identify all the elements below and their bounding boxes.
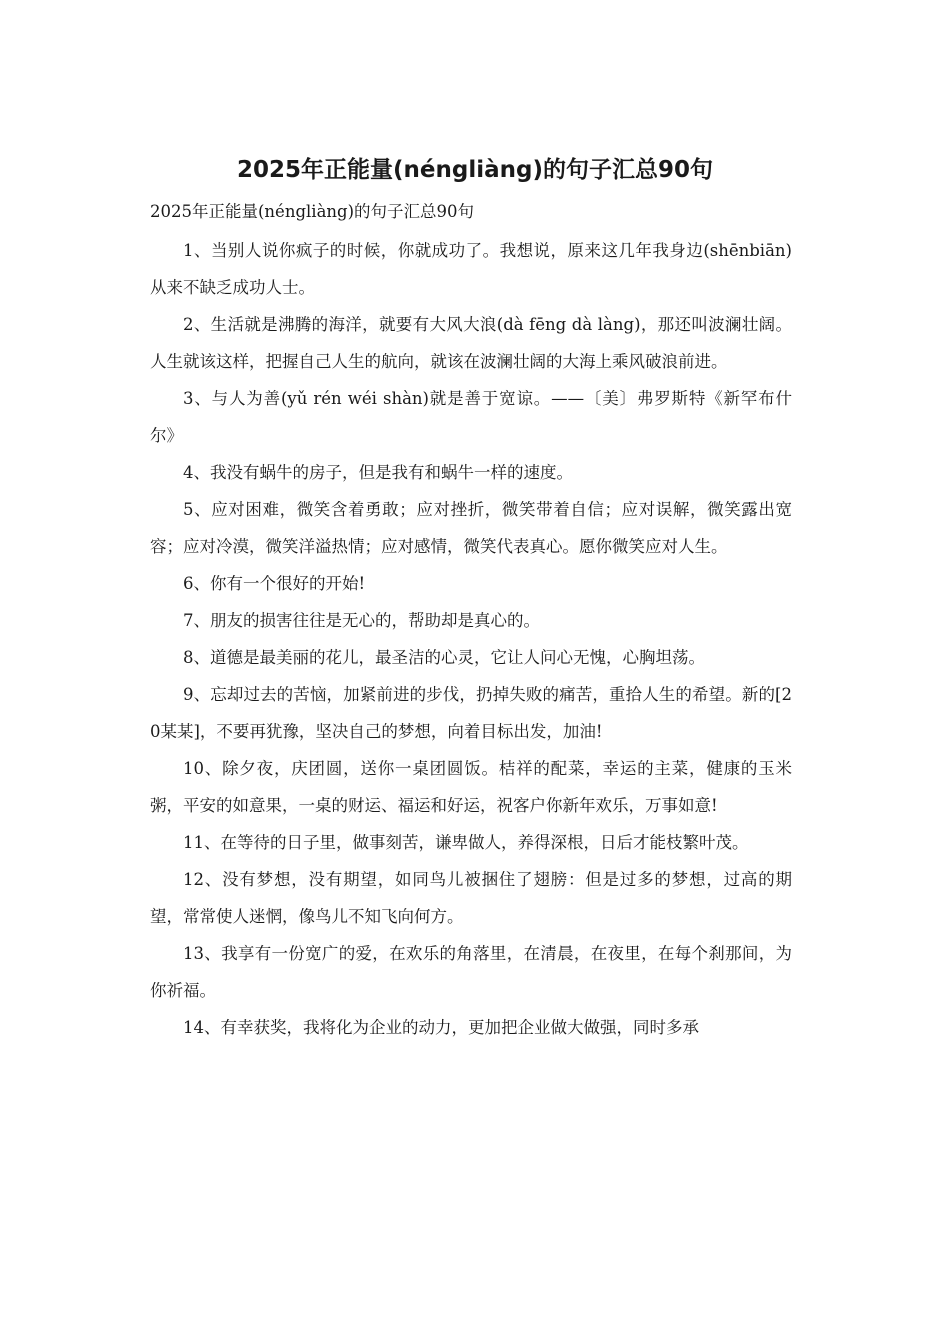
paragraph: 13、我享有一份宽广的爱，在欢乐的角落里，在清晨，在夜里，在每个刹那间，为你祈福。 bbox=[150, 944, 792, 1000]
paragraph: 8、道德是最美丽的花儿，最圣洁的心灵，它让人问心无愧，心胸坦荡。 bbox=[183, 648, 705, 667]
document-subtitle: 2025年正能量(néngliàng)的句子汇总90句 bbox=[150, 202, 475, 221]
paragraph: 11、在等待的日子里，做事刻苦，谦卑做人，养得深根，日后才能枝繁叶茂。 bbox=[183, 833, 749, 852]
paragraph: 9、忘却过去的苦恼，加紧前进的步伐，扔掉失败的痛苦，重拾人生的希望。新的[20某某]，不要再犹豫，坚决自己的梦想，向着目标出发，加油! bbox=[150, 685, 792, 741]
paragraph: 1、当别人说你疯子的时候，你就成功了。我想说，原来这几年我身边(shēnbiān)从来不缺乏成功人士。 bbox=[150, 241, 792, 297]
document-title: 2025年正能量(néngliàng)的句子汇总90句 bbox=[237, 157, 713, 183]
paragraph: 4、我没有蜗牛的房子，但是我有和蜗牛一样的速度。 bbox=[183, 463, 573, 482]
paragraph: 3、与人为善(yǔ rén wéi shàn)就是善于宽谅。——〔美〕弗罗斯特《新罕布什尔》 bbox=[150, 389, 792, 445]
paragraph: 5、应对困难，微笑含着勇敢；应对挫折，微笑带着自信；应对误解，微笑露出宽容；应对冷漠，微笑洋溢热情；应对感情，微笑代表真心。愿你微笑应对人生。 bbox=[150, 500, 792, 556]
paragraph: 2、生活就是沸腾的海洋，就要有大风大浪(dà fēng dà làng)，那还叫波澜壮阔。人生就该这样，把握自己人生的航向，就该在波澜壮阔的大海上乘风破浪前进。 bbox=[150, 315, 792, 371]
paragraph: 14、有幸获奖，我将化为企业的动力，更加把企业做大做强，同时多承 bbox=[183, 1018, 699, 1037]
paragraph: 6、你有一个很好的开始! bbox=[183, 574, 366, 593]
paragraph: 10、除夕夜，庆团圆，送你一桌团圆饭。桔祥的配菜，幸运的主菜，健康的玉米粥，平安的如意果，一桌的财运、福运和好运，祝客户你新年欢乐，万事如意! bbox=[150, 759, 792, 815]
document-body bbox=[150, 232, 792, 1046]
paragraph: 7、朋友的损害往往是无心的，帮助却是真心的。 bbox=[183, 611, 540, 630]
paragraph: 12、没有梦想，没有期望，如同鸟儿被捆住了翅膀：但是过多的梦想，过高的期望，常常使人迷惘，像鸟儿不知飞向何方。 bbox=[150, 870, 792, 926]
